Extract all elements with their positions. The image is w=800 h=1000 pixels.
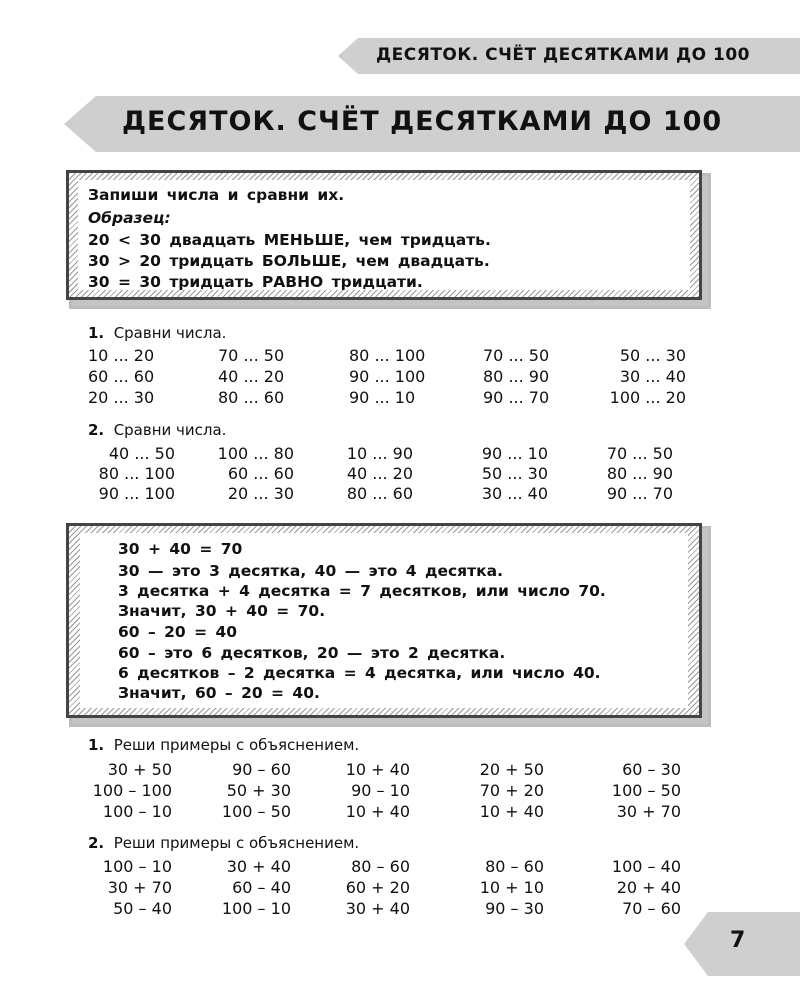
solve2-cell: 30 + 40: [226, 857, 291, 876]
compare1-cell: 90 ... 100: [349, 367, 426, 386]
compare2-cell: 90 ... 100: [98, 484, 175, 503]
solve2-title: Реши примеры с объяснением.: [113, 834, 360, 852]
explanation-line-3: 3 десятка + 4 десятка = 7 десятков, или число 70.: [118, 582, 606, 600]
solve2-cell: 50 – 40: [113, 899, 172, 918]
compare2-cell: 40 ... 50: [108, 444, 175, 463]
solve2-cell: 100 – 10: [102, 857, 172, 876]
sample-line-1: 20 < 30 двадцать МЕНЬШЕ, чем тридцать.: [88, 231, 491, 249]
solve1-cell: 100 – 50: [221, 802, 291, 821]
solve2-cell: 60 + 20: [345, 878, 410, 897]
compare1-cell: 10 ... 20: [88, 346, 155, 365]
sample-intro: Запиши числа и сравни их.: [88, 186, 345, 204]
compare2-cell: 10 ... 90: [346, 444, 413, 463]
solve2-cell: 100 – 40: [611, 857, 681, 876]
solve1-cell: 50 + 30: [226, 781, 291, 800]
compare1-cell: 70 ... 50: [218, 346, 285, 365]
compare2-cell: 90 ... 70: [606, 484, 673, 503]
compare2-cell: 80 ... 60: [346, 484, 413, 503]
solve1-cell: 90 – 60: [232, 760, 291, 779]
solve1-cell: 10 + 40: [345, 760, 410, 779]
compare2-cell: 30 ... 40: [481, 484, 548, 503]
compare2-cell: 80 ... 90: [606, 464, 673, 483]
solve2-cell: 60 – 40: [232, 878, 291, 897]
compare1-cell: 40 ... 20: [218, 367, 285, 386]
compare1-cell: 50 ... 30: [619, 346, 686, 365]
solve1-cell: 20 + 50: [479, 760, 544, 779]
solve2-cell: 80 – 60: [351, 857, 410, 876]
solve1-cell: 100 – 100: [92, 781, 172, 800]
compare2-cell: 20 ... 30: [227, 484, 294, 503]
explanation-line-8: Значит, 60 – 20 = 40.: [118, 684, 320, 702]
compare1-cell: 30 ... 40: [619, 367, 686, 386]
solve2-cell: 100 – 10: [221, 899, 291, 918]
page-number: 7: [730, 928, 746, 953]
compare1-number: 1.: [88, 324, 105, 342]
solve1-title-row: [88, 736, 359, 754]
header-tab-title: ДЕСЯТОК. СЧЁТ ДЕСЯТКАМИ ДО 100: [376, 45, 751, 65]
solve1-cell: 90 – 10: [351, 781, 410, 800]
solve2-cell: 20 + 40: [616, 878, 681, 897]
compare2-cell: 50 ... 30: [481, 464, 548, 483]
explanation-line-2: 30 — это 3 десятка, 40 — это 4 десятка.: [118, 562, 503, 580]
solve2-number: 2.: [88, 834, 105, 852]
compare2-title-row: [88, 421, 226, 439]
solve2-cell: 30 + 40: [345, 899, 410, 918]
solve1-cell: 10 + 40: [345, 802, 410, 821]
sample-line-2: 30 > 20 тридцать БОЛЬШЕ, чем двадцать.: [88, 252, 490, 270]
solve1-cell: 100 – 10: [102, 802, 172, 821]
compare2-title: Сравни числа.: [113, 421, 227, 439]
compare1-cell: 90 ... 70: [483, 388, 550, 407]
compare1-cell: 70 ... 50: [483, 346, 550, 365]
explanation-line-5: 60 – 20 = 40: [118, 623, 238, 641]
compare2-cell: 40 ... 20: [346, 464, 413, 483]
solve1-title: Реши примеры с объяснением.: [113, 736, 360, 754]
compare1-cell: 90 ... 10: [349, 388, 416, 407]
compare2-cell: 100 ... 80: [217, 444, 294, 463]
compare2-cell: 60 ... 60: [227, 464, 294, 483]
solve2-cell: 90 – 30: [485, 899, 544, 918]
compare2-number: 2.: [88, 421, 105, 439]
solve1-cell: 70 + 20: [479, 781, 544, 800]
compare2-cell: 70 ... 50: [606, 444, 673, 463]
compare2-cell: 80 ... 100: [98, 464, 175, 483]
compare1-cell: 80 ... 90: [483, 367, 550, 386]
compare1-cell: 60 ... 60: [88, 367, 155, 386]
sample-line-3: 30 = 30 тридцать РАВНО тридцати.: [88, 273, 423, 291]
compare1-title-row: [88, 324, 226, 342]
compare1-cell: 80 ... 100: [349, 346, 426, 365]
explanation-line-6: 60 – это 6 десятков, 20 — это 2 десятка.: [118, 644, 506, 662]
solve2-cell: 30 + 70: [107, 878, 172, 897]
compare1-cell: 20 ... 30: [88, 388, 155, 407]
solve1-cell: 100 – 50: [611, 781, 681, 800]
explanation-line-1: 30 + 40 = 70: [118, 540, 243, 558]
solve2-cell: 70 – 60: [622, 899, 681, 918]
solve1-number: 1.: [88, 736, 105, 754]
solve2-cell: 80 – 60: [485, 857, 544, 876]
explanation-line-7: 6 десятков – 2 десятка = 4 десятка, или число 40.: [118, 664, 601, 682]
solve1-cell: 10 + 40: [479, 802, 544, 821]
compare2-cell: 90 ... 10: [481, 444, 548, 463]
solve1-cell: 30 + 70: [616, 802, 681, 821]
sample-label: Образец:: [88, 209, 171, 227]
solve2-cell: 10 + 10: [479, 878, 544, 897]
compare1-title: Сравни числа.: [113, 324, 227, 342]
page-title: ДЕСЯТОК. СЧЁТ ДЕСЯТКАМИ ДО 100: [122, 106, 723, 137]
solve2-title-row: [88, 834, 359, 852]
compare1-cell: 80 ... 60: [218, 388, 285, 407]
explanation-line-4: Значит, 30 + 40 = 70.: [118, 602, 326, 620]
solve1-cell: 60 – 30: [622, 760, 681, 779]
solve1-cell: 30 + 50: [107, 760, 172, 779]
compare1-cell: 100 ... 20: [609, 388, 686, 407]
